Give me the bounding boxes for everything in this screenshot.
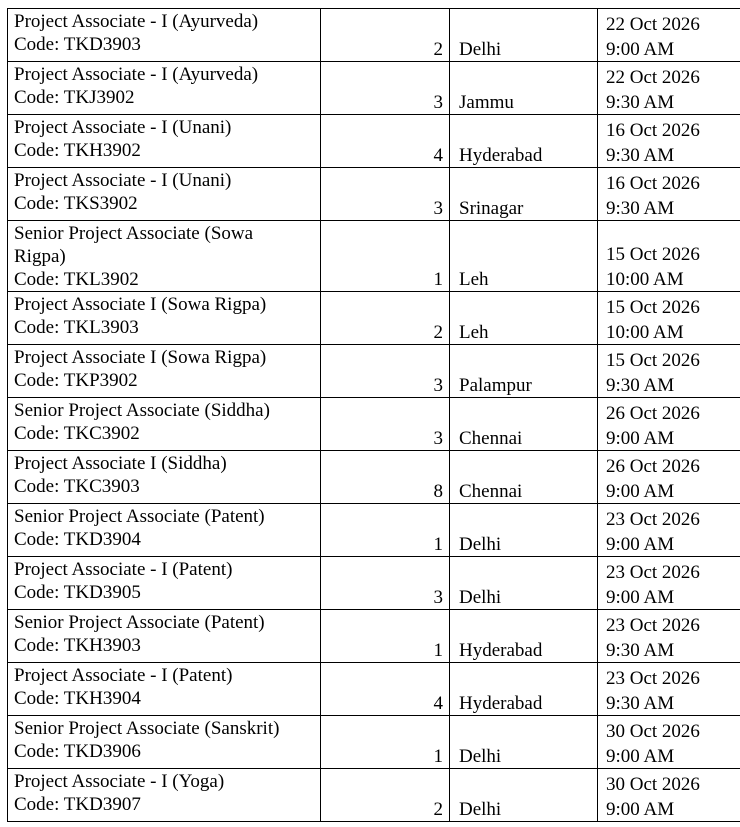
interview-date: 15 Oct 2026 — [606, 244, 700, 265]
interview-date: 30 Oct 2026 — [606, 774, 700, 795]
table-row — [8, 168, 740, 221]
interview-schedule — [598, 663, 740, 716]
location: Chennai — [450, 398, 598, 451]
location: Jammu — [450, 62, 598, 115]
position-title: Project Associate - I (Yoga) — [14, 771, 225, 792]
table-row — [8, 345, 740, 398]
position-code: Code: TKL3903 — [14, 317, 139, 338]
position-title: Senior Project Associate (Patent) — [14, 612, 265, 633]
table-row — [8, 504, 740, 557]
position-code: Code: TKH3903 — [14, 635, 141, 656]
position-title: Project Associate I (Sowa Rigpa) — [14, 294, 267, 315]
position-code: Code: TKD3904 — [14, 529, 141, 550]
position-code: Code: TKP3902 — [14, 370, 138, 391]
posts-count: 2 — [321, 769, 450, 822]
position-cell — [8, 168, 321, 221]
position-cell — [8, 221, 321, 292]
interview-schedule — [598, 115, 740, 168]
position-title-cont: Rigpa) — [14, 246, 66, 267]
location: Hyderabad — [450, 663, 598, 716]
interview-time: 10:00 AM — [606, 322, 684, 343]
position-cell — [8, 115, 321, 168]
interview-schedule — [598, 716, 740, 769]
posts-count: 3 — [321, 168, 450, 221]
location: Delhi — [450, 557, 598, 610]
location: Delhi — [450, 504, 598, 557]
location: Palampur — [450, 345, 598, 398]
interview-date: 15 Oct 2026 — [606, 350, 700, 371]
table-row — [8, 769, 740, 822]
interview-date: 15 Oct 2026 — [606, 297, 700, 318]
position-code: Code: TKC3902 — [14, 423, 140, 444]
position-title: Senior Project Associate (Sanskrit) — [14, 718, 280, 739]
interview-schedule — [598, 62, 740, 115]
position-title: Project Associate I (Sowa Rigpa) — [14, 347, 267, 368]
position-title: Project Associate I (Siddha) — [14, 453, 227, 474]
table-row — [8, 610, 740, 663]
interview-time: 9:30 AM — [606, 145, 675, 166]
posts-count: 3 — [321, 557, 450, 610]
location: Delhi — [450, 769, 598, 822]
interview-date: 26 Oct 2026 — [606, 403, 700, 424]
interview-schedule — [598, 9, 740, 62]
position-code: Code: TKD3903 — [14, 34, 141, 55]
position-title: Project Associate - I (Unani) — [14, 170, 232, 191]
position-title: Senior Project Associate (Siddha) — [14, 400, 270, 421]
interview-time: 9:00 AM — [606, 428, 675, 449]
posts-count: 3 — [321, 62, 450, 115]
interview-time: 9:30 AM — [606, 92, 675, 113]
position-title: Project Associate - I (Patent) — [14, 665, 233, 686]
posts-count: 1 — [321, 504, 450, 557]
position-code: Code: TKD3906 — [14, 741, 141, 762]
interview-date: 23 Oct 2026 — [606, 562, 700, 583]
interview-time: 9:00 AM — [606, 481, 675, 502]
interview-schedule — [598, 610, 740, 663]
location: Hyderabad — [450, 115, 598, 168]
position-code: Code: TKH3904 — [14, 688, 141, 709]
interview-time: 9:00 AM — [606, 39, 675, 60]
location: Leh — [450, 221, 598, 292]
position-cell — [8, 557, 321, 610]
table-row — [8, 292, 740, 345]
interview-schedule — [598, 504, 740, 557]
vacancy-table — [7, 8, 740, 822]
position-code: Code: TKD3905 — [14, 582, 141, 603]
position-cell — [8, 663, 321, 716]
position-cell — [8, 769, 321, 822]
position-code: Code: TKH3902 — [14, 140, 141, 161]
interview-date: 16 Oct 2026 — [606, 120, 700, 141]
location: Srinagar — [450, 168, 598, 221]
position-cell — [8, 610, 321, 663]
table-row — [8, 9, 740, 62]
location: Leh — [450, 292, 598, 345]
position-cell — [8, 451, 321, 504]
position-title: Project Associate - I (Patent) — [14, 559, 233, 580]
table-row — [8, 398, 740, 451]
interview-date: 16 Oct 2026 — [606, 173, 700, 194]
position-cell — [8, 62, 321, 115]
position-title: Senior Project Associate (Patent) — [14, 506, 265, 527]
position-code: Code: TKC3903 — [14, 476, 140, 497]
table-row — [8, 221, 740, 292]
table-row — [8, 115, 740, 168]
interview-time: 9:00 AM — [606, 534, 675, 555]
table-row — [8, 451, 740, 504]
position-code: Code: TKL3902 — [14, 269, 139, 290]
position-code: Code: TKS3902 — [14, 193, 138, 214]
interview-schedule — [598, 221, 740, 292]
posts-count: 1 — [321, 716, 450, 769]
interview-time: 9:30 AM — [606, 640, 675, 661]
location: Delhi — [450, 716, 598, 769]
posts-count: 4 — [321, 115, 450, 168]
position-title: Project Associate - I (Ayurveda) — [14, 11, 259, 32]
interview-date: 23 Oct 2026 — [606, 509, 700, 530]
position-cell — [8, 398, 321, 451]
position-cell — [8, 345, 321, 398]
position-cell — [8, 504, 321, 557]
location: Chennai — [450, 451, 598, 504]
posts-count: 1 — [321, 221, 450, 292]
location: Hyderabad — [450, 610, 598, 663]
interview-date: 22 Oct 2026 — [606, 67, 700, 88]
position-title: Project Associate - I (Unani) — [14, 117, 232, 138]
table-row — [8, 62, 740, 115]
posts-count: 1 — [321, 610, 450, 663]
interview-date: 30 Oct 2026 — [606, 721, 700, 742]
interview-schedule — [598, 769, 740, 822]
posts-count: 3 — [321, 345, 450, 398]
position-title: Senior Project Associate (Sowa — [14, 223, 254, 244]
position-cell — [8, 292, 321, 345]
posts-count: 8 — [321, 451, 450, 504]
interview-date: 23 Oct 2026 — [606, 615, 700, 636]
table-row — [8, 557, 740, 610]
interview-schedule — [598, 168, 740, 221]
interview-schedule — [598, 398, 740, 451]
table-row — [8, 716, 740, 769]
interview-schedule — [598, 292, 740, 345]
position-code: Code: TKJ3902 — [14, 87, 135, 108]
interview-time: 9:00 AM — [606, 746, 675, 767]
posts-count: 3 — [321, 398, 450, 451]
interview-schedule — [598, 451, 740, 504]
posts-count: 4 — [321, 663, 450, 716]
interview-time: 9:30 AM — [606, 198, 675, 219]
interview-date: 23 Oct 2026 — [606, 668, 700, 689]
position-title: Project Associate - I (Ayurveda) — [14, 64, 259, 85]
interview-schedule — [598, 345, 740, 398]
location: Delhi — [450, 9, 598, 62]
position-code: Code: TKD3907 — [14, 794, 141, 815]
interview-time: 10:00 AM — [606, 269, 684, 290]
interview-time: 9:30 AM — [606, 375, 675, 396]
interview-time: 9:00 AM — [606, 587, 675, 608]
interview-date: 26 Oct 2026 — [606, 456, 700, 477]
posts-count: 2 — [321, 9, 450, 62]
position-cell — [8, 716, 321, 769]
table-row — [8, 663, 740, 716]
interview-schedule — [598, 557, 740, 610]
position-cell — [8, 9, 321, 62]
interview-date: 22 Oct 2026 — [606, 14, 700, 35]
interview-time: 9:00 AM — [606, 799, 675, 820]
interview-time: 9:30 AM — [606, 693, 675, 714]
posts-count: 2 — [321, 292, 450, 345]
